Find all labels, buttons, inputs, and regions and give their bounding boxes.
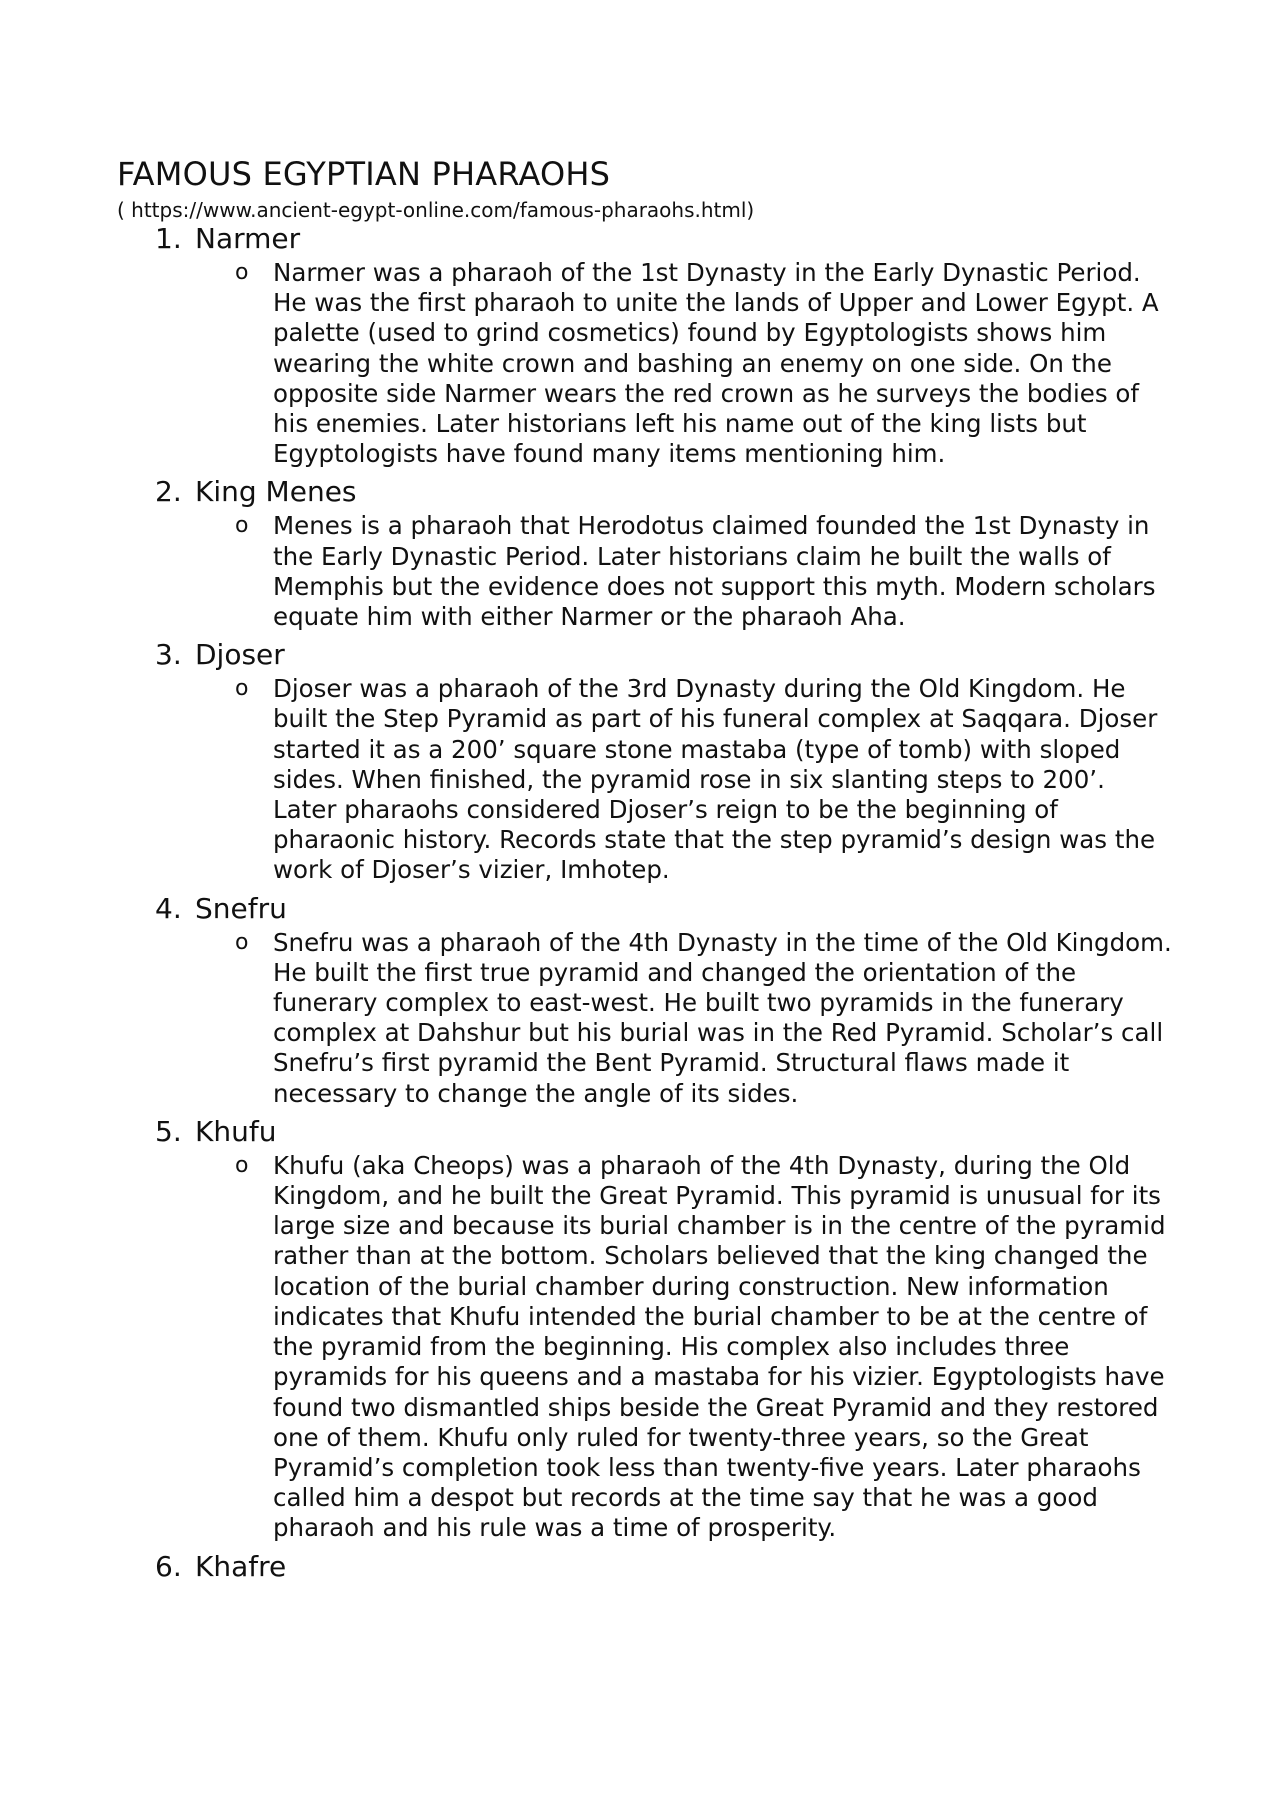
item-name: Snefru — [195, 891, 287, 925]
item-heading — [0, 1113, 1280, 1151]
bullet-icon: o — [235, 513, 249, 539]
item-number: 2. — [155, 475, 182, 509]
item-number: 6. — [155, 1549, 182, 1583]
item-number: 3. — [155, 638, 182, 672]
item-number: 5. — [155, 1114, 182, 1148]
description-text: Khufu (aka Cheops) was a pharaoh of the 4th Dynasty, during the Old Kingdom, and he built the Great Pyramid. This pyramid is unusual for its large size and because its burial chamber is in the centre of the pyramid rather than at the bottom. Scholars believed that the king changed the location of the burial chamber during construction. New information indicates that Khufu intended the burial chamber to be at the centre of the pyramid from the beginning. His complex also includes three pyramids for his queens and a mastaba for his vizier. Egyptologists have found two dismantled ships beside the Great Pyramid and they restored one of them. Khufu only ruled for twenty-three years, so the Great Pyramid’s completion took less than twenty-five years. Later pharaohs called him a despot but records at the time say that he was a good pharaoh and his rule was a time of prosperity. — [273, 1150, 1166, 1543]
list-item-snefru — [0, 890, 1280, 1109]
source-url: ( https://www.ancient-egypt-online.com/famous-pharaohs.html) — [117, 198, 755, 222]
item-description — [235, 1150, 1173, 1544]
bullet-icon: o — [235, 1152, 249, 1178]
item-name: Khufu — [195, 1114, 277, 1148]
list-item-narmer — [0, 220, 1280, 469]
item-heading — [0, 473, 1280, 511]
pharaoh-list — [0, 220, 1280, 1586]
page-title: FAMOUS EGYPTIAN PHARAOHS — [117, 155, 611, 193]
item-heading — [0, 890, 1280, 928]
item-name: King Menes — [195, 475, 357, 509]
description-text: Narmer was a pharaoh of the 1st Dynasty in the Early Dynastic Period. He was the first pharaoh to unite the lands of Upper and Lower Egypt. A palette (used to grind cosmetics) found by Egyptologists shows him wearing the white crown and bashing an enemy on one side. On the opposite side Narmer wears the red crown as he surveys the bodies of his enemies. Later historians left his name out of the king lists but Egyptologists have found many items mentioning him. — [273, 258, 1159, 469]
item-heading — [0, 220, 1280, 258]
list-item-djoser — [0, 636, 1280, 885]
description-text: Djoser was a pharaoh of the 3rd Dynasty during the Old Kingdom. He built the Step Pyramid as part of his funeral complex at Saqqara. Djoser started it as a 200’ square stone mastaba (type of tomb) with sloped sides. When finished, the pyramid rose in six slanting steps to 200’. Later pharaohs considered Djoser’s reign to be the beginning of pharaonic history. Records state that the step pyramid’s design was the work of Djoser’s vizier, Imhotep. — [273, 674, 1158, 885]
description-text: Snefru was a pharaoh of the 4th Dynasty in the time of the Old Kingdom. He built the first true pyramid and changed the orientation of the funerary complex to east-west. He built two pyramids in the funerary complex at Dahshur but his burial was in the Red Pyramid. Scholar’s call Snefru’s first pyramid the Bent Pyramid. Structural flaws made it necessary to change the angle of its sides. — [273, 927, 1172, 1108]
bullet-icon: o — [235, 929, 249, 955]
list-item-king-menes — [0, 473, 1280, 632]
list-item-khufu — [0, 1113, 1280, 1544]
item-description — [235, 927, 1173, 1109]
bullet-icon: o — [235, 260, 249, 285]
item-description — [235, 674, 1173, 885]
description-text: Menes is a pharaoh that Herodotus claimed founded the 1st Dynasty in the Early Dynastic Period. Later historians claim he built the walls of Memphis but the evidence does not support this myth. Modern scholars equate him with either Narmer or the pharaoh Aha. — [273, 511, 1156, 632]
item-description — [235, 511, 1173, 632]
item-name: Narmer — [195, 222, 301, 255]
item-description — [235, 258, 1173, 469]
item-number: 1. — [155, 222, 182, 255]
bullet-icon: o — [235, 676, 249, 702]
list-item-khafre — [0, 1548, 1280, 1586]
item-name: Djoser — [195, 638, 285, 672]
item-number: 4. — [155, 891, 182, 925]
item-name: Khafre — [195, 1549, 287, 1583]
item-heading — [0, 1548, 1280, 1586]
item-heading — [0, 636, 1280, 674]
